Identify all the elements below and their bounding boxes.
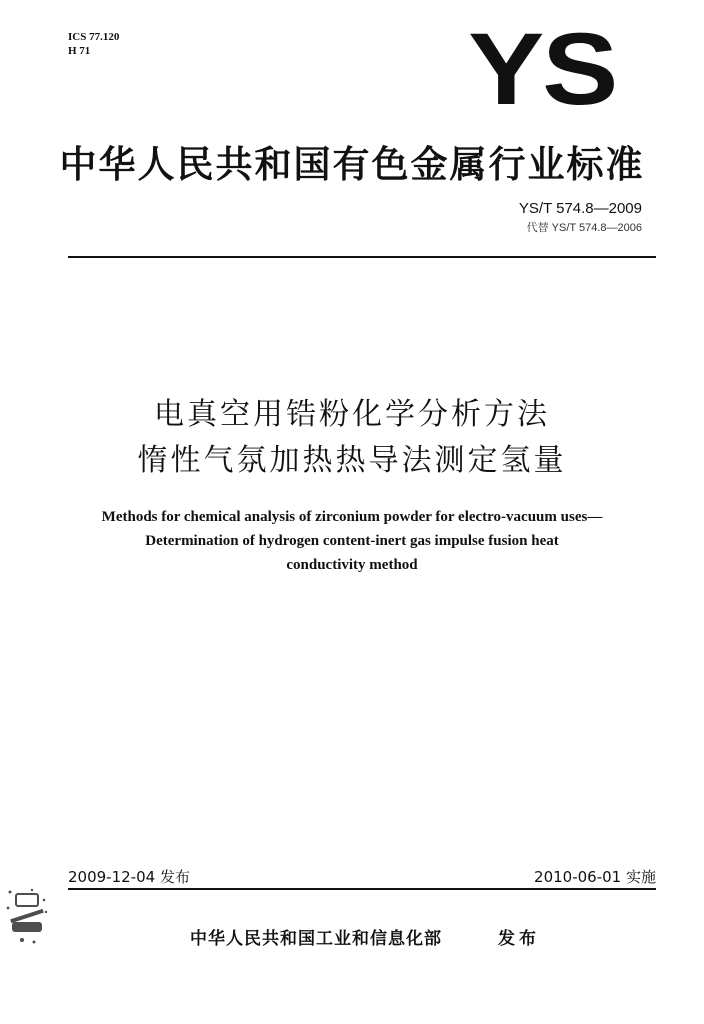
english-title-line-2: Determination of hydrogen content-inert gas impulse fusion heat (145, 533, 559, 549)
replaced-standard: 代替 YS/T 574.8—2006 (526, 222, 642, 234)
standard-number-block (519, 200, 642, 235)
ys-logo: YS (468, 12, 616, 126)
date-line (68, 866, 656, 888)
chinese-title-line-1: 电真空用锆粉化学分析方法 (154, 397, 550, 432)
ics-code: ICS 77.120 (68, 31, 120, 43)
ccs-code: H 71 (68, 45, 91, 57)
implement-date: 2010-06-01 实施 (534, 868, 656, 886)
header-divider (68, 256, 656, 258)
issuing-authority: 中华人民共和国工业和信息化部 (190, 929, 442, 949)
english-title-line-3: conductivity method (286, 557, 418, 573)
chinese-title (0, 392, 704, 484)
publish-date: 2009-12-04 发布 (68, 868, 190, 886)
chinese-title-line-2: 惰性气氛加热热导法测定氢量 (137, 443, 567, 478)
english-title (60, 505, 644, 577)
standard-number: YS/T 574.8—2009 (518, 200, 642, 217)
english-title-line-1: Methods for chemical analysis of zirconium powder for electro-vacuum uses— (101, 509, 603, 525)
official-seal-stamp (2, 886, 52, 948)
standard-category-title: 中华人民共和国有色金属行业标准 (59, 143, 645, 186)
issue-label: 发布 (498, 929, 540, 949)
footer-divider (68, 888, 656, 890)
classification-codes (68, 30, 119, 58)
